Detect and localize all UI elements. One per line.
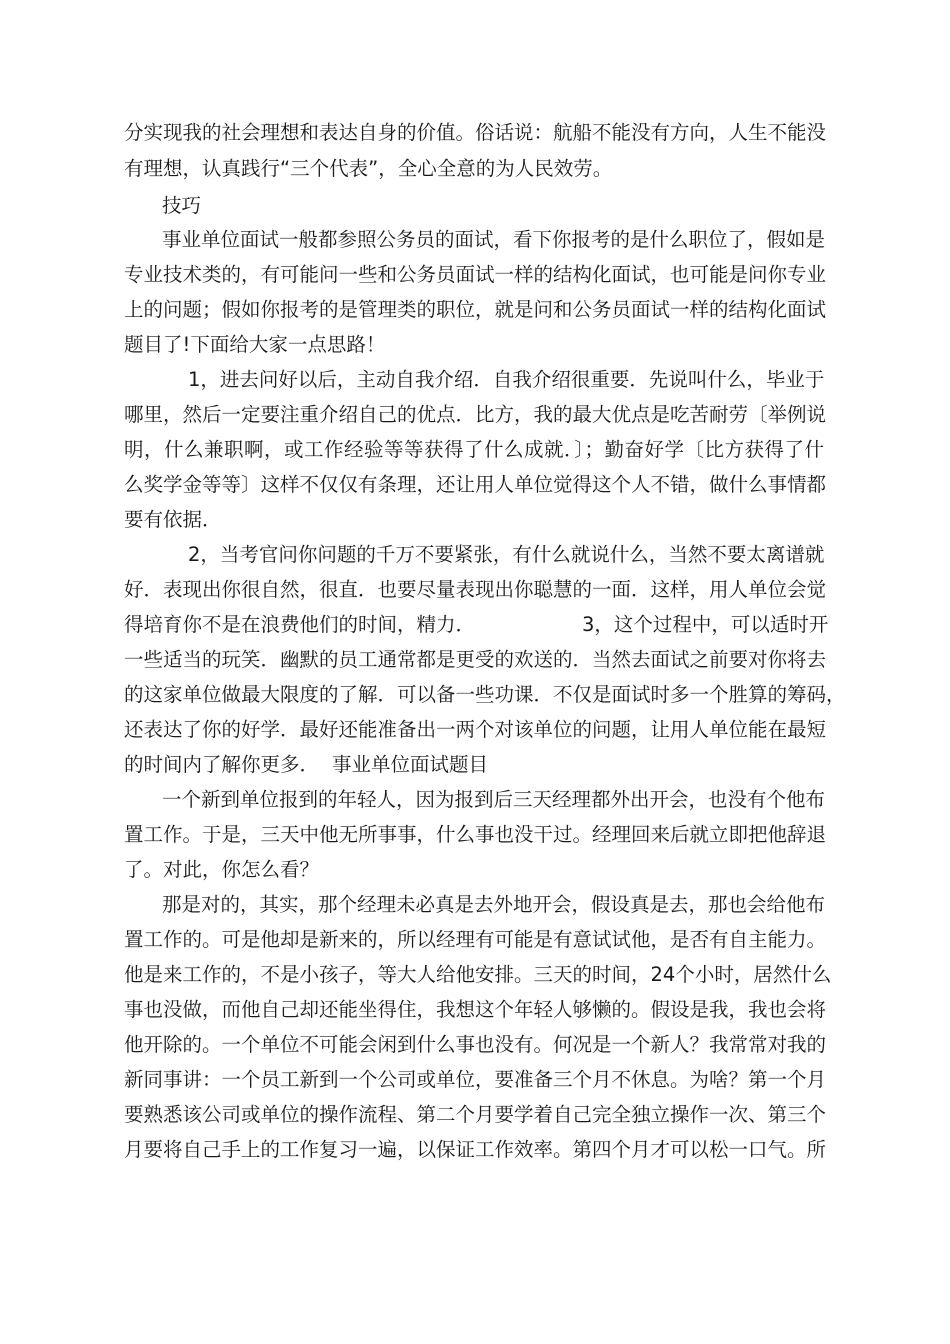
text-line: 一个新到单位报到的年轻人，因为报到后三天经理都外出开会，也没有个他布 [162, 788, 826, 811]
text-line: 2，当考官问你问题的千万不要紧张，有什么就说什么，当然不要太离谱就 [188, 543, 825, 566]
paragraph-line [124, 157, 824, 183]
paragraph-line [162, 893, 824, 919]
paragraph-line [124, 508, 824, 534]
inline-heading [332, 753, 532, 779]
text-line: 1，进去问好以后，主动自我介绍．自我介绍很重要．先说叫什么，毕业于 [188, 368, 825, 391]
text-line: 么奖学金等等〕这样不仅仅有条理，还让用人单位觉得这个人不错，做什么事情都 [124, 473, 827, 496]
text-line: 那是对的，其实，那个经理未必真是去外地开会，假设真是去，那也会给他布 [162, 893, 826, 916]
paragraph-line [162, 228, 824, 254]
heading-text: 事业单位面试题目 [332, 753, 489, 776]
paragraph-line [124, 998, 827, 1024]
text-line: 题目了!下面给大家一点思路！ [124, 333, 386, 356]
paragraph-line [124, 753, 320, 779]
paragraph-line [124, 403, 827, 429]
paragraph-line [188, 543, 824, 569]
section-heading [162, 194, 262, 220]
paragraph-line [188, 368, 824, 394]
text-line: 3，这个过程中，可以适时开 [582, 613, 829, 636]
text-line: 有理想，认真践行“三个代表”，全心全意的为人民效劳。 [124, 157, 613, 180]
text-line: 上的问题；假如你报考的是管理类的职位，就是问和公务员面试一样的结构化面试 [124, 298, 827, 321]
text-line: 新同事讲：一个员工新到一个公司或单位，要准备三个月不休息。为啥？第一个月 [124, 1068, 827, 1091]
text-line: 哪里，然后一定要注重介绍自己的优点．比方，我的最大优点是吃苦耐劳〔举例说 [124, 403, 827, 426]
paragraph-line [124, 578, 827, 604]
paragraph-line [162, 788, 824, 814]
text-line: 专业技术类的，有可能问一些和公务员面试一样的结构化面试，也可能是问你专业 [124, 263, 827, 286]
heading-text: 技巧 [162, 194, 202, 217]
text-line: 他是来工作的，不是小孩子，等大人给他安排。三天的时间，24个小时，居然什么 [124, 963, 832, 986]
text-line: 要有依据． [124, 508, 222, 531]
paragraph-line [124, 298, 827, 324]
text-line: 月要将自己手上的工作复习一遍，以保证工作效率。第四个月才可以松一口气。所 [124, 1138, 827, 1161]
text-line: 得培育你不是在浪费他们的时间，精力． [124, 613, 476, 636]
text-line: 的时间内了解你更多． [124, 753, 320, 776]
paragraph-line [582, 613, 829, 639]
text-line: 了。对此，你怎么看？ [124, 858, 320, 881]
text-line: 他开除的。一个单位不可能会闲到什么事也没有。何况是一个新人？我常常对我的 [124, 1033, 827, 1056]
paragraph-line [124, 1103, 827, 1129]
paragraph-line [124, 683, 846, 709]
paragraph-line [124, 1138, 827, 1164]
text-line: 事也没做，而他自己却还能坐得住，我想这个年轻人够懒的。假设是我，我也会将 [124, 998, 827, 1021]
text-line: 事业单位面试一般都参照公务员的面试，看下你报考的是什么职位了，假如是 [162, 228, 826, 251]
paragraph-line [124, 263, 827, 289]
paragraph-line [124, 963, 832, 989]
text-line: 要熟悉该公司或单位的操作流程、第二个月要学着自己完全独立操作一次、第三个 [124, 1103, 827, 1126]
text-line: 一些适当的玩笑．幽默的员工通常都是更受的欢送的．当然去面试之前要对你将去 [124, 648, 827, 671]
paragraph-line [124, 823, 827, 849]
paragraph-line [124, 1033, 827, 1059]
text-line: 明，什么兼职啊，或工作经验等等获得了什么成就．〕；勤奋好学〔比方获得了什 [124, 438, 824, 461]
paragraph-line [124, 333, 824, 359]
paragraph-line [124, 718, 827, 744]
text-line: 好．表现出你很自然，很直．也要尽量表现出你聪慧的一面．这样，用人单位会觉 [124, 578, 827, 601]
paragraph-line [124, 438, 824, 464]
text-line: 分实现我的社会理想和表达自身的价值。俗话说：航船不能没有方向，人生不能没 [124, 121, 827, 144]
paragraph-line [124, 613, 476, 639]
paragraph-line [124, 858, 824, 884]
text-line: 置工作。于是，三天中他无所事事，什么事也没干过。经理回来后就立即把他辞退 [124, 823, 827, 846]
text-line: 的这家单位做最大限度的了解．可以备一些功课．不仅是面试时多一个胜算的筹码， [124, 683, 846, 706]
paragraph-line [124, 648, 827, 674]
paragraph-line [124, 928, 827, 954]
text-line: 置工作的。可是他却是新来的，所以经理有可能是有意试试他，是否有自主能力。 [124, 928, 827, 951]
paragraph-line [124, 121, 827, 147]
text-line: 还表达了你的好学．最好还能准备出一两个对该单位的问题，让用人单位能在最短 [124, 718, 827, 741]
paragraph-line [124, 1068, 827, 1094]
paragraph-line [124, 473, 827, 499]
